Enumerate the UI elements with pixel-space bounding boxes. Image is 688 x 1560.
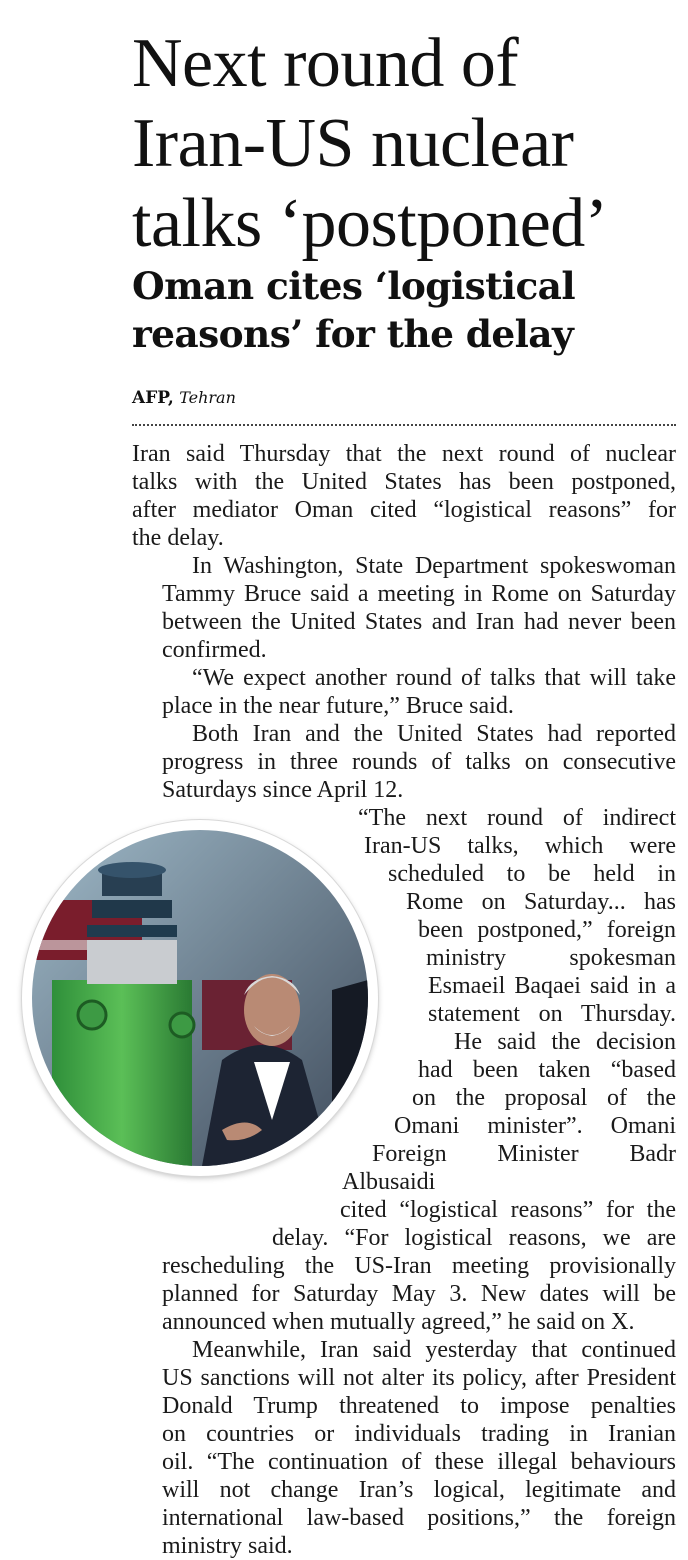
- text-line: progress in three rounds of talks on consecutive: [162, 749, 676, 775]
- text-line: US sanctions will not alter its policy, after President: [162, 1365, 676, 1391]
- paragraph: [132, 664, 676, 720]
- photo-illustration: [32, 830, 368, 1166]
- text-line: place in the near future,” Bruce said.: [162, 693, 514, 719]
- text-line: between the United States and Iran had never been: [162, 609, 676, 635]
- dotted-divider: [132, 424, 676, 426]
- subheadline-line: Oman cites ‘logistical: [132, 264, 576, 308]
- text-line: Esmaeil Baqaei said in a: [428, 973, 676, 999]
- text-line: In Washington, State Department spokeswoman: [192, 553, 676, 579]
- text-line: ministry spokesman: [426, 945, 676, 971]
- text-line: had been taken “based: [418, 1057, 676, 1083]
- paragraph: [132, 552, 676, 664]
- text-line: “The next round of indirect: [358, 805, 676, 831]
- headline-line: talks ‘postponed’: [132, 185, 608, 262]
- text-line: Donald Trump threatened to impose penalties: [162, 1393, 676, 1419]
- text-line: cited “logistical reasons” for the: [340, 1197, 676, 1223]
- subheadline-line: reasons’ for the delay: [132, 312, 574, 356]
- text-line: Saturdays since April 12.: [162, 777, 404, 803]
- text-line: “We expect another round of talks that will take: [192, 665, 676, 691]
- text-line: on countries or individuals trading in Iranian: [162, 1421, 676, 1447]
- paragraph: [132, 440, 676, 552]
- text-line: Omani minister”. Omani: [394, 1113, 676, 1139]
- subheadline: [132, 262, 676, 358]
- byline-agency: AFP,: [132, 388, 174, 408]
- headline-line: Iran-US nuclear: [132, 105, 574, 182]
- text-line: Both Iran and the United States had reported: [192, 721, 676, 747]
- text-line: oil. “The continuation of these illegal behaviours: [162, 1449, 676, 1475]
- text-line: rescheduling the US-Iran meeting provisionally: [162, 1253, 676, 1279]
- text-line: announced when mutually agreed,” he said on X.: [162, 1309, 635, 1335]
- text-line: on the proposal of the: [412, 1085, 676, 1111]
- text-line: delay. “For logistical reasons, we are: [272, 1225, 676, 1251]
- text-line: ministry said.: [162, 1533, 293, 1559]
- text-line: planned for Saturday May 3. New dates will be: [162, 1281, 676, 1307]
- text-line: talks with the United States has been postponed,: [132, 469, 676, 495]
- text-line: confirmed.: [162, 637, 267, 663]
- text-line: Foreign Minister Badr Albusaidi: [342, 1141, 676, 1195]
- news-photo: [22, 820, 378, 1176]
- headline: [132, 24, 688, 264]
- text-line: been postponed,” foreign: [418, 917, 676, 943]
- text-line: the delay.: [132, 525, 224, 551]
- text-line: Iran-US talks, which were: [364, 833, 676, 859]
- text-line: scheduled to be held in: [388, 861, 676, 887]
- text-line: Rome on Saturday... has: [406, 889, 676, 915]
- text-line: statement on Thursday.: [428, 1001, 676, 1027]
- byline-place: Tehran: [179, 388, 236, 407]
- headline-line: Next round of: [132, 25, 519, 102]
- text-line: will not change Iran’s logical, legitimate and: [162, 1477, 676, 1503]
- text-line: Iran said Thursday that the next round of nuclear: [132, 441, 676, 467]
- text-line: He said the decision: [454, 1029, 676, 1055]
- text-line: after mediator Oman cited “logistical reasons” for: [132, 497, 676, 523]
- text-line: Tammy Bruce said a meeting in Rome on Saturday: [162, 581, 676, 607]
- byline: [132, 388, 236, 408]
- paragraph: [132, 1336, 676, 1560]
- paragraph: [132, 720, 676, 804]
- text-line: Meanwhile, Iran said yesterday that continued: [192, 1337, 676, 1363]
- text-line: international law-based positions,” the foreign: [162, 1505, 676, 1531]
